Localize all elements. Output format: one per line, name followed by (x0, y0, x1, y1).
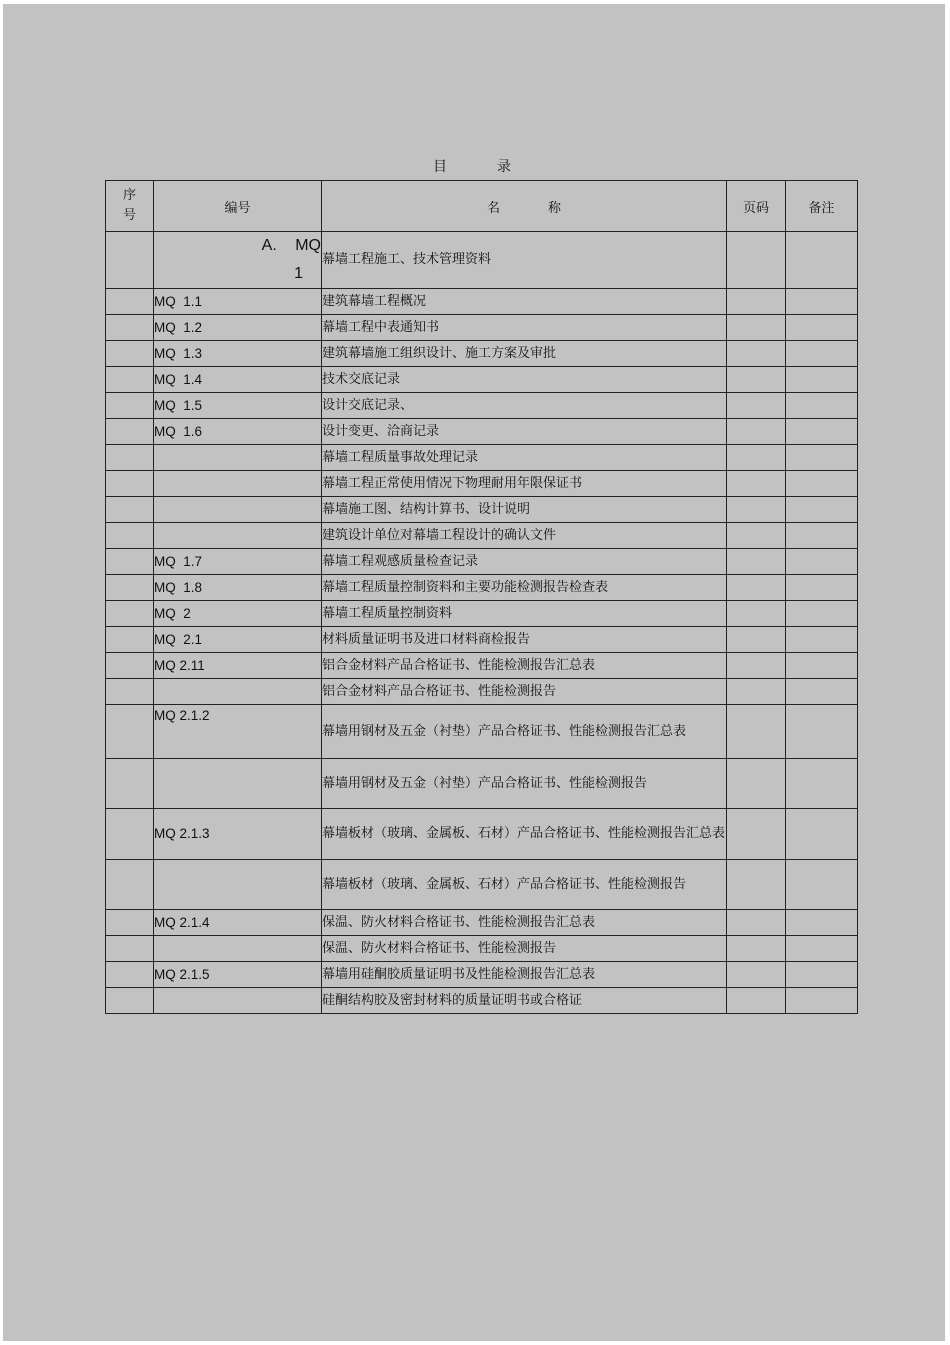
row-seq (106, 910, 154, 936)
row-seq (106, 393, 154, 419)
table-row (106, 859, 858, 910)
row-note (786, 679, 858, 705)
row-name: 幕墙板材（玻璃、金属板、石材）产品合格证书、性能检测报告汇总表 (322, 809, 727, 860)
row-name: 幕墙工程质量控制资料和主要功能检测报告检查表 (322, 575, 727, 601)
table-row (106, 471, 858, 497)
header-seq-line1: 序 (122, 188, 136, 203)
row-page (727, 910, 786, 936)
row-number: MQ 1.6 (154, 419, 322, 445)
row-number (154, 497, 322, 523)
header-note: 备注 (786, 181, 858, 232)
table-row (106, 705, 858, 759)
row-page (727, 575, 786, 601)
row-number: MQ 2.1.4 (154, 910, 322, 936)
row-number: MQ 2.1.2 (154, 705, 322, 759)
table-row (106, 523, 858, 549)
row-note (786, 497, 858, 523)
row-note (786, 393, 858, 419)
toc-table (105, 180, 858, 1014)
table-row (106, 653, 858, 679)
row-seq (106, 471, 154, 497)
row-note (786, 705, 858, 759)
table-row (106, 367, 858, 393)
row-seq (106, 962, 154, 988)
row-name: 幕墙工程质量事故处理记录 (322, 445, 727, 471)
table-row (106, 962, 858, 988)
row-number (154, 523, 322, 549)
row-page (727, 653, 786, 679)
row-note (786, 341, 858, 367)
row-seq (106, 523, 154, 549)
row-note (786, 809, 858, 860)
row-name: 材料质量证明书及进口材料商检报告 (322, 627, 727, 653)
row-page (727, 549, 786, 575)
row-name: 保温、防火材料合格证书、性能检测报告 (322, 936, 727, 962)
row-seq (106, 497, 154, 523)
row-note (786, 367, 858, 393)
header-name: 名称 (322, 181, 727, 232)
row-name: 幕墙施工图、结构计算书、设计说明 (322, 497, 727, 523)
row-name: 幕墙板材（玻璃、金属板、石材）产品合格证书、性能检测报告 (322, 859, 727, 910)
row-page (727, 988, 786, 1014)
table-row (106, 758, 858, 809)
row-page (727, 962, 786, 988)
row-name: 幕墙工程观感质量检查记录 (322, 549, 727, 575)
section-number-line2: 1 (294, 265, 303, 282)
table-row (106, 315, 858, 341)
table-row (106, 549, 858, 575)
row-seq (106, 367, 154, 393)
table-row (106, 341, 858, 367)
row-name: 建筑设计单位对幕墙工程设计的确认文件 (322, 523, 727, 549)
header-page: 页码 (727, 181, 786, 232)
header-row (106, 181, 858, 232)
section-note (786, 232, 858, 289)
row-number (154, 936, 322, 962)
row-name: 设计变更、洽商记录 (322, 419, 727, 445)
row-note (786, 910, 858, 936)
row-number: MQ 1.5 (154, 393, 322, 419)
header-seq (106, 181, 154, 232)
row-number: MQ 2.1.3 (154, 809, 322, 860)
row-number: MQ 1.7 (154, 549, 322, 575)
row-name: 建筑幕墙施工组织设计、施工方案及审批 (322, 341, 727, 367)
table-row (106, 627, 858, 653)
row-page (727, 315, 786, 341)
row-number: MQ 2.1 (154, 627, 322, 653)
row-note (786, 549, 858, 575)
row-name: 设计交底记录、 (322, 393, 727, 419)
row-name: 幕墙用硅酮胶质量证明书及性能检测报告汇总表 (322, 962, 727, 988)
row-name: 幕墙用钢材及五金（衬垫）产品合格证书、性能检测报告汇总表 (322, 705, 727, 759)
row-note (786, 575, 858, 601)
row-page (727, 289, 786, 315)
row-number: MQ 1.4 (154, 367, 322, 393)
row-seq (106, 419, 154, 445)
row-page (727, 445, 786, 471)
row-number: MQ 1.1 (154, 289, 322, 315)
row-name: 幕墙用钢材及五金（衬垫）产品合格证书、性能检测报告 (322, 758, 727, 809)
table-row (106, 988, 858, 1014)
table-row (106, 936, 858, 962)
row-page (727, 601, 786, 627)
row-number (154, 679, 322, 705)
row-page (727, 936, 786, 962)
row-seq (106, 549, 154, 575)
row-page (727, 341, 786, 367)
row-note (786, 936, 858, 962)
row-number: MQ 2.1.5 (154, 962, 322, 988)
row-number: MQ 2 (154, 601, 322, 627)
row-page (727, 367, 786, 393)
row-note (786, 758, 858, 809)
table-row (106, 497, 858, 523)
table-row (106, 679, 858, 705)
row-page (727, 419, 786, 445)
row-name: 幕墙工程质量控制资料 (322, 601, 727, 627)
row-seq (106, 289, 154, 315)
row-seq (106, 601, 154, 627)
section-row (106, 232, 858, 289)
row-page (727, 809, 786, 860)
row-number (154, 445, 322, 471)
table-row (106, 393, 858, 419)
section-seq (106, 232, 154, 289)
table-row (106, 289, 858, 315)
row-name: 建筑幕墙工程概况 (322, 289, 727, 315)
row-seq (106, 653, 154, 679)
row-number: MQ 1.3 (154, 341, 322, 367)
row-name: 铝合金材料产品合格证书、性能检测报告汇总表 (322, 653, 727, 679)
row-note (786, 653, 858, 679)
row-seq (106, 758, 154, 809)
row-note (786, 627, 858, 653)
row-seq (106, 627, 154, 653)
row-seq (106, 575, 154, 601)
row-name: 幕墙工程中表通知书 (322, 315, 727, 341)
row-page (727, 497, 786, 523)
table-row (106, 445, 858, 471)
table-row (106, 601, 858, 627)
row-seq (106, 859, 154, 910)
table-row (106, 419, 858, 445)
row-note (786, 523, 858, 549)
row-note (786, 419, 858, 445)
table-row (106, 575, 858, 601)
row-name: 技术交底记录 (322, 367, 727, 393)
row-number: MQ 2.11 (154, 653, 322, 679)
table-row (106, 910, 858, 936)
row-note (786, 471, 858, 497)
row-number: MQ 1.8 (154, 575, 322, 601)
row-note (786, 988, 858, 1014)
row-seq (106, 988, 154, 1014)
table-row (106, 809, 858, 860)
header-number: 编号 (154, 181, 322, 232)
row-note (786, 859, 858, 910)
row-page (727, 705, 786, 759)
row-number (154, 471, 322, 497)
row-seq (106, 445, 154, 471)
header-seq-line2: 号 (122, 208, 136, 223)
row-note (786, 445, 858, 471)
row-seq (106, 341, 154, 367)
row-seq (106, 936, 154, 962)
row-number (154, 758, 322, 809)
row-number (154, 859, 322, 910)
row-note (786, 289, 858, 315)
row-page (727, 679, 786, 705)
row-page (727, 471, 786, 497)
row-seq (106, 705, 154, 759)
row-note (786, 601, 858, 627)
row-page (727, 523, 786, 549)
row-number: MQ 1.2 (154, 315, 322, 341)
row-page (727, 758, 786, 809)
row-seq (106, 679, 154, 705)
row-name: 硅酮结构胶及密封材料的质量证明书或合格证 (322, 988, 727, 1014)
row-page (727, 393, 786, 419)
row-seq (106, 809, 154, 860)
document-title: 目 录 (433, 159, 529, 175)
row-name: 幕墙工程正常使用情况下物理耐用年限保证书 (322, 471, 727, 497)
row-page (727, 859, 786, 910)
section-page (727, 232, 786, 289)
row-note (786, 315, 858, 341)
row-name: 保温、防火材料合格证书、性能检测报告汇总表 (322, 910, 727, 936)
row-name: 铝合金材料产品合格证书、性能检测报告 (322, 679, 727, 705)
row-seq (106, 315, 154, 341)
row-page (727, 627, 786, 653)
row-number (154, 988, 322, 1014)
row-note (786, 962, 858, 988)
section-number-line1: A. MQ (261, 237, 321, 254)
section-number (154, 232, 322, 289)
section-name: 幕墙工程施工、技术管理资料 (322, 232, 727, 289)
